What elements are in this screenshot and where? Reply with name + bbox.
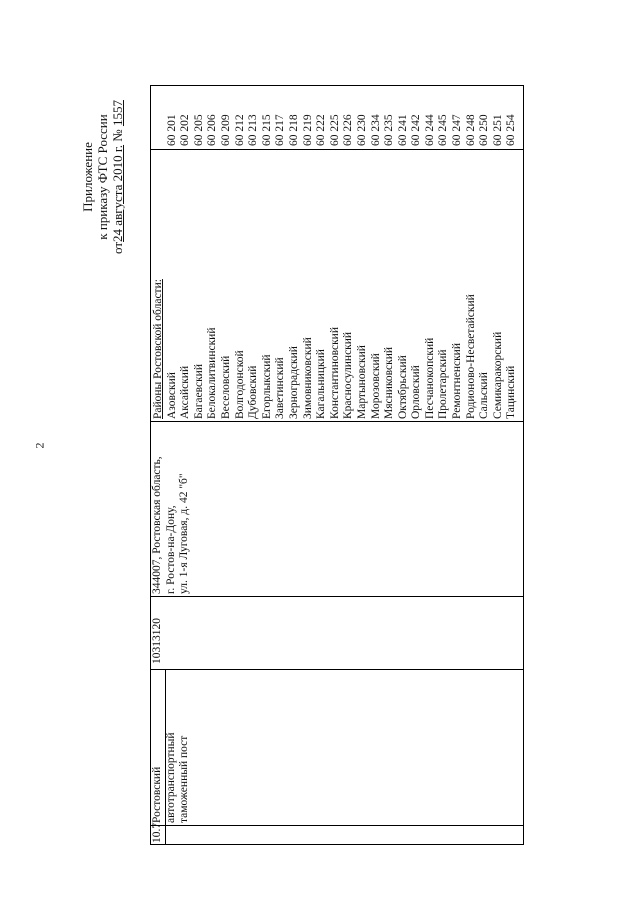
address-line: ул. 1-я Луговая, д. 42 "б" bbox=[178, 473, 190, 594]
okato-code-item: 60 244 bbox=[423, 114, 436, 146]
okato-code-item: 60 201 bbox=[165, 114, 178, 146]
okato-code-item: 60 205 bbox=[192, 114, 205, 146]
district-item: Зерноградский bbox=[287, 346, 300, 419]
page-number: 2 bbox=[32, 442, 47, 449]
okato-code-item: 60 226 bbox=[342, 114, 355, 146]
district-item: Волгодонской bbox=[233, 350, 246, 419]
district-item: Егорлыкский bbox=[260, 354, 273, 419]
address-line: г. Ростов-на-Дону, bbox=[164, 505, 177, 594]
okato-code-item: 60 212 bbox=[233, 114, 246, 146]
district-item: Песчанокопский bbox=[423, 337, 436, 419]
row-divider bbox=[165, 826, 166, 844]
post-name-line: Ростовский bbox=[151, 766, 163, 823]
district-item: Аксайский bbox=[179, 365, 192, 419]
okato-code-item: 60 230 bbox=[355, 114, 368, 146]
column-divider bbox=[151, 596, 523, 597]
district-item: Зимовниковский bbox=[301, 337, 314, 419]
codes-spacer bbox=[152, 114, 166, 146]
okato-code-item: 60 234 bbox=[369, 114, 382, 146]
okato-code-item: 60 219 bbox=[301, 114, 314, 146]
district-item: Веселовский bbox=[219, 355, 232, 419]
okato-code-item: 60 222 bbox=[315, 114, 328, 146]
okato-code-item: 60 217 bbox=[274, 114, 287, 146]
okato-code-item: 60 218 bbox=[287, 114, 300, 146]
districts-cell bbox=[152, 279, 519, 419]
district-item: Морозовский bbox=[369, 353, 382, 419]
column-divider bbox=[151, 825, 523, 826]
header-date-number bbox=[110, 87, 125, 267]
header-order-ref: к приказу ФТС России bbox=[95, 114, 110, 240]
okato-code-item: 60 251 bbox=[491, 114, 504, 146]
okato-code-item: 60 213 bbox=[247, 114, 260, 146]
header-title: Приложение bbox=[80, 142, 95, 212]
okato-code-item: 60 254 bbox=[505, 114, 518, 146]
okato-code-item: 60 241 bbox=[396, 114, 409, 146]
district-item: Дубовский bbox=[247, 365, 260, 419]
district-item: Семикаракорский bbox=[491, 331, 504, 419]
okato-codes-cell bbox=[152, 114, 519, 146]
okato-code-item: 60 250 bbox=[478, 114, 491, 146]
district-item: Багаевский bbox=[192, 364, 205, 419]
header-number: 1557 bbox=[110, 100, 125, 127]
column-divider bbox=[151, 149, 523, 150]
okato-code-list bbox=[166, 114, 519, 146]
okato-code-item: 60 206 bbox=[206, 114, 219, 146]
districts-title: Районы Ростовской области: bbox=[152, 279, 164, 419]
column-divider bbox=[151, 421, 523, 422]
okato-code-item: 60 235 bbox=[383, 114, 396, 146]
header-number-prefix: № bbox=[110, 129, 125, 142]
customs-post-table bbox=[150, 85, 524, 845]
district-item: Мясниковский bbox=[383, 346, 396, 419]
post-code: 10313120 bbox=[151, 618, 163, 664]
okato-code-item: 60 209 bbox=[219, 114, 232, 146]
okato-code-item: 60 247 bbox=[451, 114, 464, 146]
okato-code-item: 60 248 bbox=[464, 114, 477, 146]
appendix-header bbox=[80, 87, 125, 267]
address-line: 344007, Ростовская область, bbox=[151, 456, 163, 594]
column-divider bbox=[151, 669, 523, 670]
rotated-page-content bbox=[70, 85, 530, 845]
okato-code-item: 60 242 bbox=[410, 114, 423, 146]
district-item: Азовский bbox=[165, 372, 178, 419]
district-item: Красносулинский bbox=[342, 331, 355, 419]
district-item: Константиновский bbox=[328, 327, 341, 419]
district-item: Тацинский bbox=[505, 365, 518, 419]
district-item: Ремонтненский bbox=[451, 343, 464, 419]
post-name-line: автотранспортный bbox=[164, 732, 177, 823]
district-item: Белокалитвинский bbox=[206, 327, 219, 419]
district-item: Кагальницкий bbox=[315, 349, 328, 419]
district-item: Мартыновский bbox=[355, 345, 368, 419]
district-item: Заветинский bbox=[274, 357, 287, 419]
post-name-cell bbox=[151, 732, 192, 823]
address-cell bbox=[151, 456, 192, 594]
district-list bbox=[166, 279, 519, 419]
district-item: Родионово-Несветайский bbox=[464, 294, 477, 419]
okato-code-item: 60 202 bbox=[179, 114, 192, 146]
district-item: Пролетарский bbox=[437, 349, 450, 419]
header-date: 24 августа 2010 г. bbox=[110, 144, 125, 242]
header-date-prefix: от bbox=[110, 241, 125, 254]
okato-code-item: 60 225 bbox=[328, 114, 341, 146]
row-index: 10.7 bbox=[151, 822, 163, 843]
district-item: Октябрьский bbox=[396, 355, 409, 419]
okato-code-item: 60 245 bbox=[437, 114, 450, 146]
district-item: Сальский bbox=[478, 372, 491, 419]
district-item: Орловский bbox=[410, 365, 423, 419]
okato-code-item: 60 215 bbox=[260, 114, 273, 146]
post-name-line: таможенный пост bbox=[178, 735, 190, 823]
